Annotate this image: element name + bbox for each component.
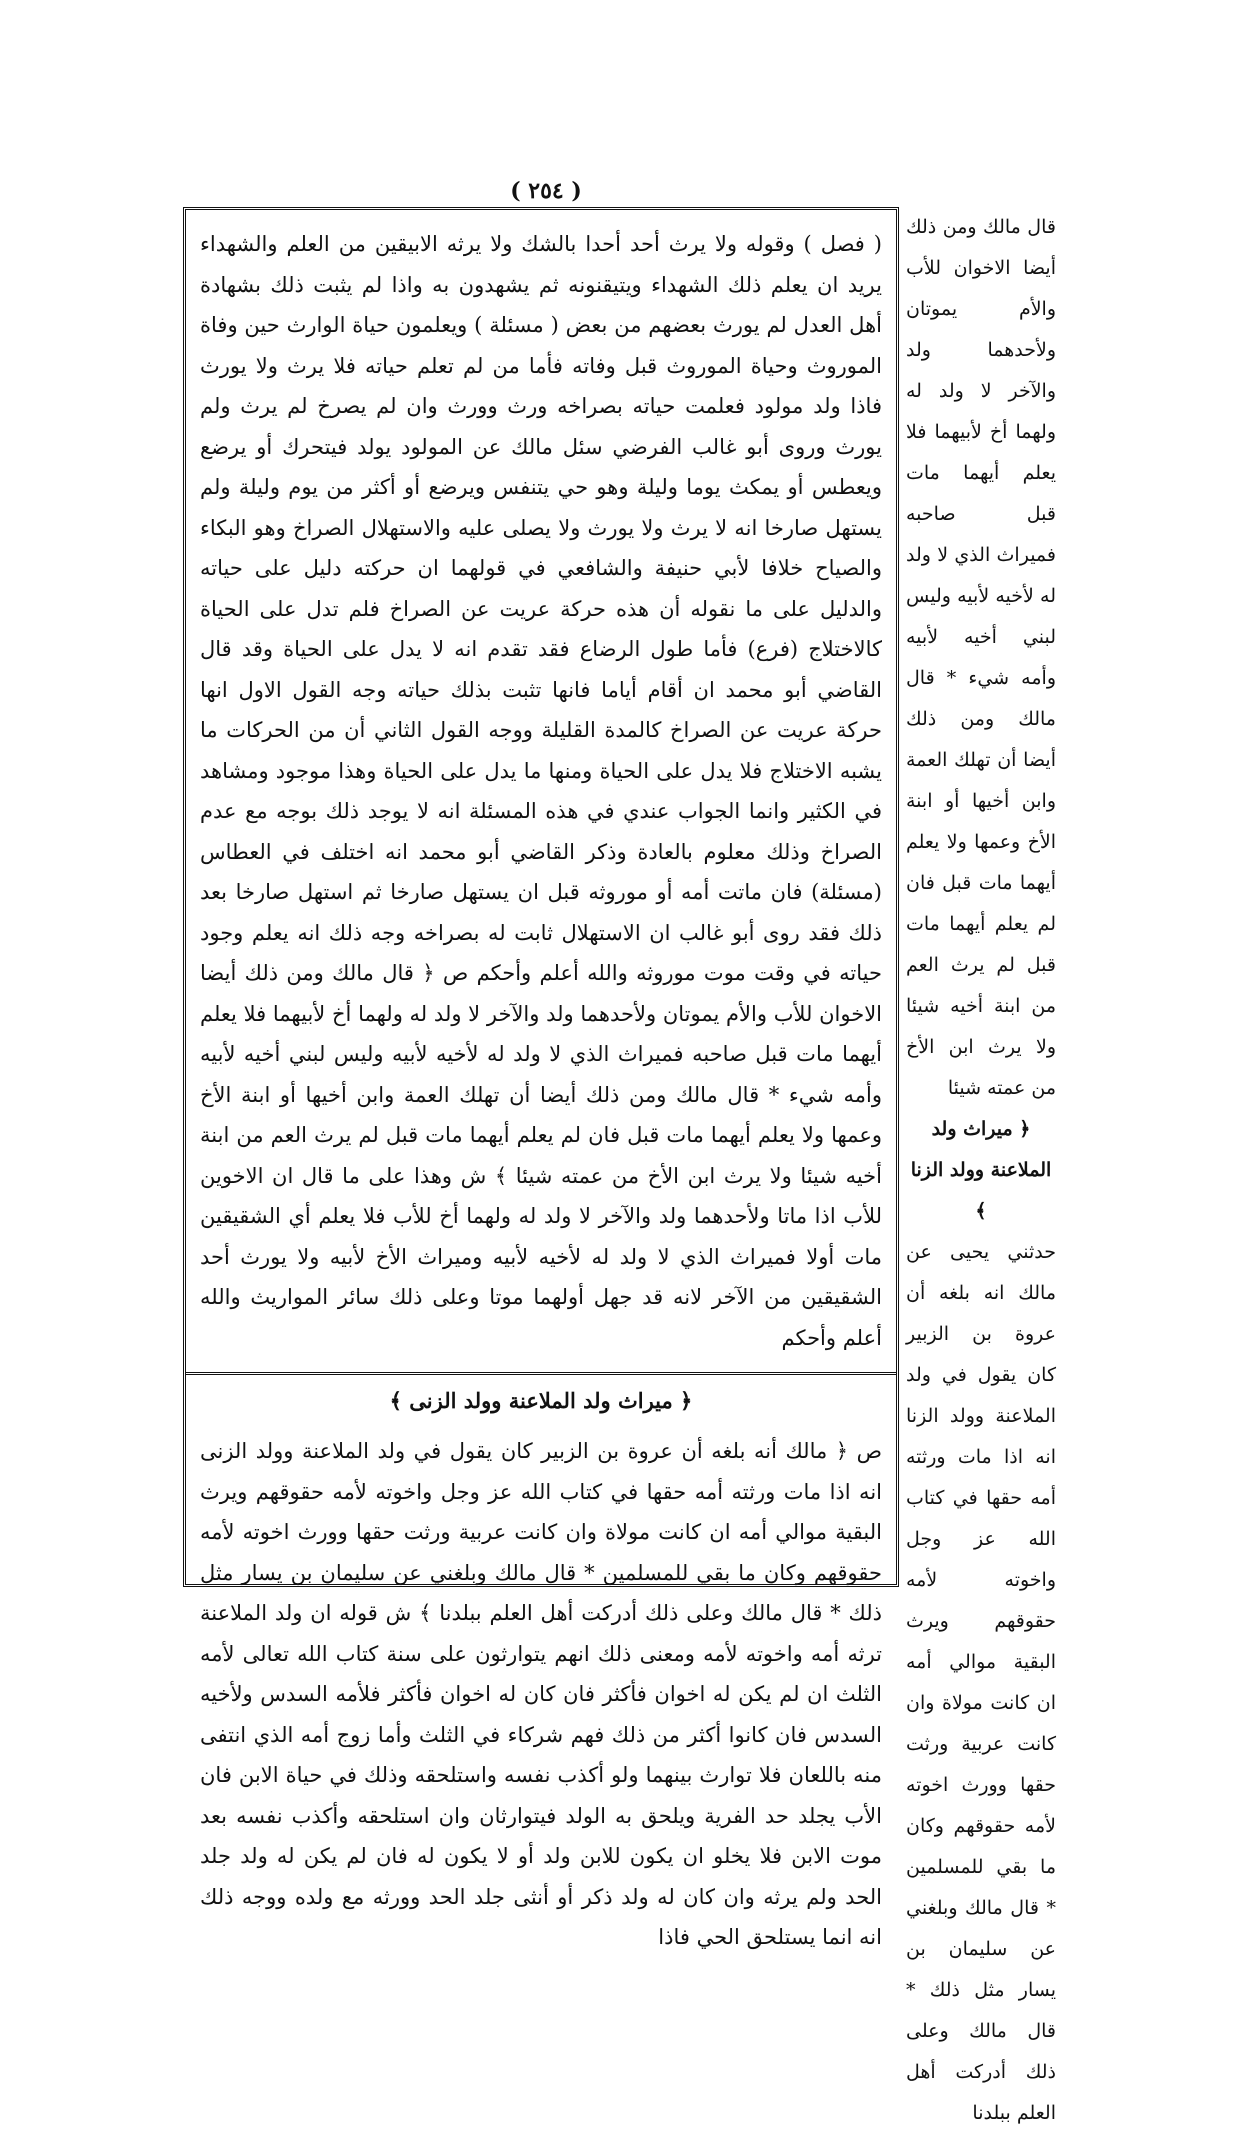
margin-paragraph-mulaana: حدثني يحيى عن مالك انه بلغه أن عروة بن الزبير كان يقول في ولد الملاعنة وولد الزنا انه اذا مات ورثته أمه حقها في كتاب الله عز وجل واخوته لأمه حقوقهم ويرث البقية موالي أمه ان كانت مولاة وان كانت عربية ورثت حقها وورث اخوته لأمه حقوقهم وكان ما بقي للمسلمين * قال مالك وبلغني عن سليمان بن يسار مثل ذلك * قال مالك وعلى ذلك أدركت أهل العلم ببلدنا: [906, 1241, 1056, 2124]
main-text-frame: [183, 207, 899, 1949]
main-paragraph-mulaana-inheritance: ص ﴿ مالك أنه بلغه أن عروة بن الزبير كان يقول في ولد الملاعنة وولد الزنى انه اذا مات ورثته أمه حقها في كتاب الله عز وجل واخوته لأمه حقوقهم ويرث البقية موالي أمه ان كانت مولاة وان كانت عربية ورثت حقها وورث اخوته لأمه حقوقهم وكان ما بقي للمسلمين * قال مالك وبلغني عن سليمان بن يسار مثل ذلك * قال مالك وعلى ذلك أدركت أهل العلم ببلدنا ﴾ ش قوله ان ولد الملاعنة ترثه أمه واخوته لأمه ومعنى ذلك انهم يتوارثون على سنة كتاب الله تعالى لأمه الثلث ان لم يكن له اخوان فأكثر فان كان له اخوان فأكثر فلأمه السدس ولأخيه السدس فان كانوا أكثر من ذلك فهم شركاء في الثلث وأما زوج أمه الذي انتفى منه باللعان فلا توارث بينهما ولو أكذب نفسه واستلحقه وذلك في حياة الابن فان الأب يجلد حد الفرية ويلحق به الولد فيتوارثان وان استلحقه وأكذب نفسه بعد موت الابن فلا يخلو ان يكون للابن ولد أو لا يكون له فان لم يكن له ولد جلد الحد ولم يرثه وان كان له ولد ذكر أو أنثى جلد الحد وورثه مع ولده ووجه ذلك انه انما يستلحق الحي فاذا: [200, 1439, 882, 1949]
main-paragraph-inheritance-by-certainty: ( فصل ) وقوله ولا يرث أحد أحدا بالشك ولا يرثه الابيقين من العلم والشهداء يريد ان يعلم ذلك الشهداء ويتيقنونه ثم يشهدون به واذا لم يثبت ذلك بشهادة أهل العدل لم يورث بعضهم من بعض ( مسئلة ) ويعلمون حياة الوارث حين وفاة الموروث وحياة الموروث قبل وفاته فأما من لم تعلم حياته فلا يرث ولا يورث فاذا ولد مولود فعلمت حياته بصراخه ورث وورث وان لم يصرخ لم يرث ولم يورث وروى أبو غالب الفرضي سئل مالك عن المولود يولد فيتحرك أو يرضع ويعطس أو يمكث يوما وليلة وهو حي يتنفس ويرضع أو أكثر من يوم وليلة ولم يستهل صارخا انه لا يرث ولا يورث ولا يصلى عليه والاستهلال الصراخ وهو البكاء والصياح خلافا لأبي حنيفة والشافعي في قولهما ان حركته دليل على حياته والدليل على ما نقوله أن هذه حركة عريت عن الصراخ فلم تدل على الحياة كالاختلاج (فرع) فأما طول الرضاع فقد تقدم انه لا يدل على الحياة وقد قال القاضي أبو محمد ان أقام أياما فانها تثبت بذلك حياته وجه القول الاول انها حركة عريت عن الصراخ كالمدة القليلة ووجه القول الثاني أن من الحركات ما يشبه الاختلاج فلا يدل على الحياة ومنها ما يدل على الحياة وهذا موجود ومشاهد في الكثير وانما الجواب عندي في هذه المسئلة انه لا يوجد ذلك بوجه مع عدم الصراخ وذلك معلوم بالعادة وذكر القاضي أبو محمد انه اختلف في العطاس (مسئلة) فان ماتت أمه أو موروثه قبل ان يستهل صارخا ثم استهل صارخا بعد ذلك فقد روى أبو غالب ان الاستهلال ثابت له بصراخه وجه ذلك انه يعلم وجود حياته في وقت موت موروثه والله أعلم وأحكم ص ﴿ قال مالك ومن ذلك أيضا الاخوان للأب والأم يموتان ولأحدهما ولد والآخر لا ولد له ولهما أخ لأبيهما فلا يعلم أيهما مات قبل صاحبه فميراث الذي لا ولد له لأخيه لأبيه وليس لبني أخيه لأبيه وأمه شيء * قال مالك ومن ذلك أيضا أن تهلك العمة وابن أخيها أو ابنة الأخ وعمها ولا يعلم أيهما مات قبل فان لم يعلم أيهما مات قبل لم يرث العم من ابنة أخيه شيئا ولا يرث ابن الأخ من عمته شيئا ﴾ ش وهذا على ما قال ان الاخوين للأب اذا ماتا ولأحدهما ولد والآخر لا ولد له ولهما أخ للأب فلا يعلم أي الشقيقين مات أولا فميراث الذي لا ولد له لأخيه لأبيه وميراث الأخ لأبيه ولا يورث أحد الشقيقين من الآخر لانه قد جهل أولهما موتا وعلى ذلك سائر المواريث والله أعلم وأحكم: [200, 232, 883, 1350]
page-number: ( ٢٥٤ ): [510, 178, 582, 204]
margin-paragraph-brothers: قال مالك ومن ذلك أيضا الاخوان للأب والأم يموتان ولأحدهما ولد والآخر لا ولد له ولهما أخ لأبيهما فلا يعلم أيهما مات قبل صاحبه فميراث الذي لا ولد له لأخيه لأبيه وليس لبني أخيه لأبيه وأمه شيء * قال مالك ومن ذلك أيضا أن تهلك العمة وابن أخيها أو ابنة الأخ وعمها ولا يعلم أيهما مات قبل فان لم يعلم أيهما مات قبل لم يرث العم من ابنة أخيه شيئا ولا يرث ابن الأخ من عمته شيئا: [906, 216, 1056, 1099]
margin-column: [906, 207, 1056, 2124]
margin-heading: ﴿ ميراث ولد الملاعنة وولد الزنا ﴾: [910, 1118, 1052, 1222]
section-heading: ﴿ ميراث ولد الملاعنة وولد الزنى ﴾: [389, 1388, 693, 1413]
section-divider: [186, 1372, 896, 1375]
